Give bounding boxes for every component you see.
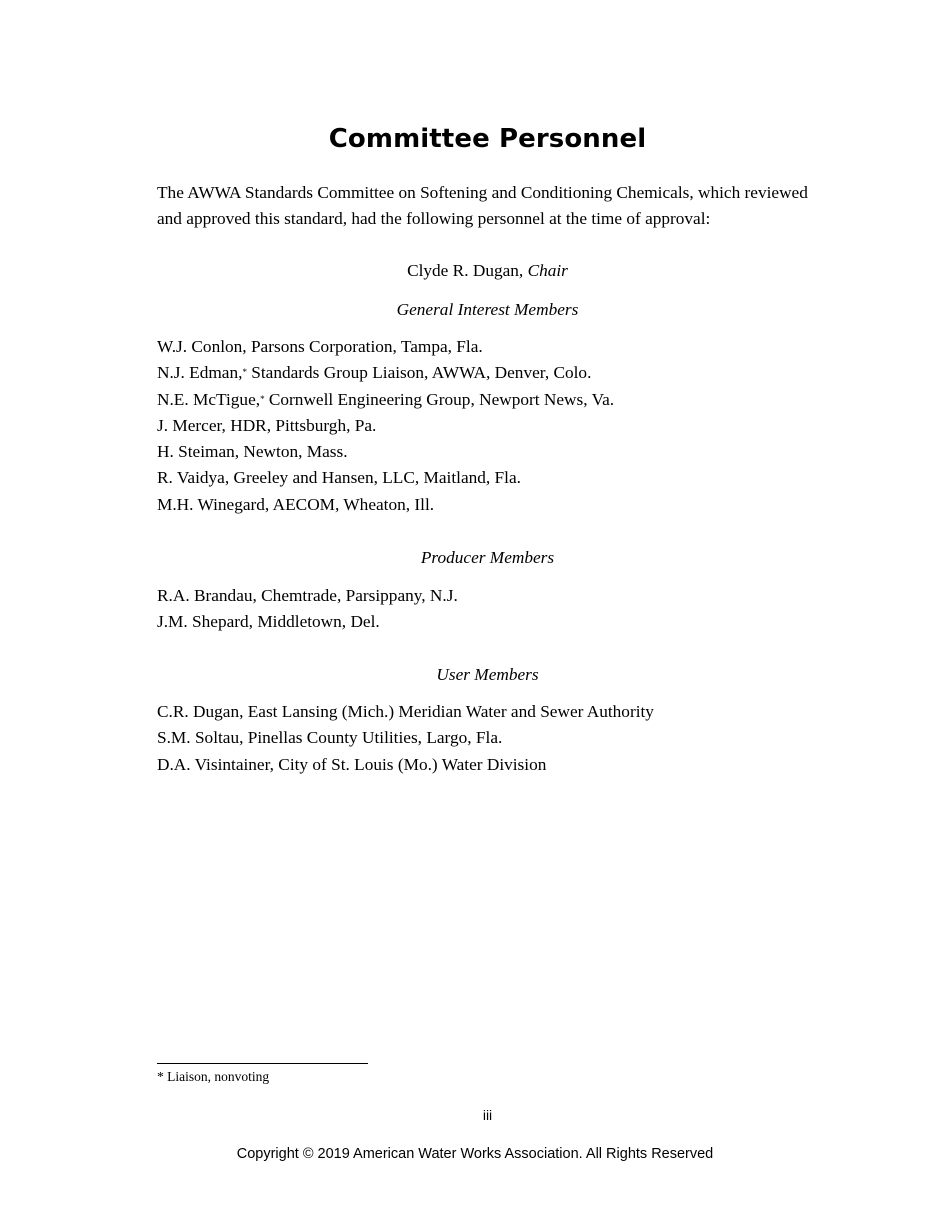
- general-interest-heading: General Interest Members: [396, 300, 579, 319]
- member-item: R. Vaidya, Greeley and Hansen, LLC, Maitland, Fla.: [157, 468, 521, 488]
- copyright-notice: Copyright © 2019 American Water Works Association. All Rights Reserved: [236, 1146, 714, 1162]
- member-item: H. Steiman, Newton, Mass.: [157, 442, 348, 462]
- liaison-marker: *: [242, 367, 247, 378]
- user-heading: User Members: [436, 665, 539, 684]
- chair-name: Clyde R. Dugan,: [407, 261, 528, 280]
- member-item: S.M. Soltau, Pinellas County Utilities, Largo, Fla.: [157, 728, 503, 748]
- page-title: Committee Personnel: [328, 124, 647, 154]
- member-item: J. Mercer, HDR, Pittsburgh, Pa.: [157, 415, 377, 435]
- user-list: [157, 699, 654, 778]
- page-number: iii: [482, 1107, 493, 1123]
- committee-chair: [0, 258, 950, 284]
- liaison-marker: *: [260, 393, 265, 404]
- member-item: J.M. Shepard, Middletown, Del.: [157, 612, 380, 632]
- producer-list: [157, 583, 458, 636]
- member-item: D.A. Visintainer, City of St. Louis (Mo.) Water Division: [157, 754, 547, 774]
- member-item: C.R. Dugan, East Lansing (Mich.) Meridian Water and Sewer Authority: [157, 702, 654, 721]
- member-item: N.J. Edman,* Standards Group Liaison, AWWA, Denver, Colo.: [157, 363, 592, 383]
- member-item: W.J. Conlon, Parsons Corporation, Tampa, Fla.: [157, 337, 483, 356]
- member-item: N.E. McTigue,* Cornwell Engineering Group, Newport News, Va.: [157, 389, 615, 409]
- general-interest-list: [157, 334, 614, 518]
- producer-heading: Producer Members: [420, 548, 555, 567]
- chair-role: Chair: [527, 261, 568, 280]
- footnote: * Liaison, nonvoting: [157, 1069, 270, 1084]
- intro-paragraph: The AWWA Standards Committee on Softening and Conditioning Chemicals, which reviewed and approved this standard, had the following personnel at the time of approval:: [157, 183, 808, 228]
- member-item: M.H. Winegard, AECOM, Wheaton, Ill.: [157, 494, 435, 514]
- footnote-divider: [157, 1063, 368, 1064]
- member-item: R.A. Brandau, Chemtrade, Parsippany, N.J.: [157, 586, 458, 605]
